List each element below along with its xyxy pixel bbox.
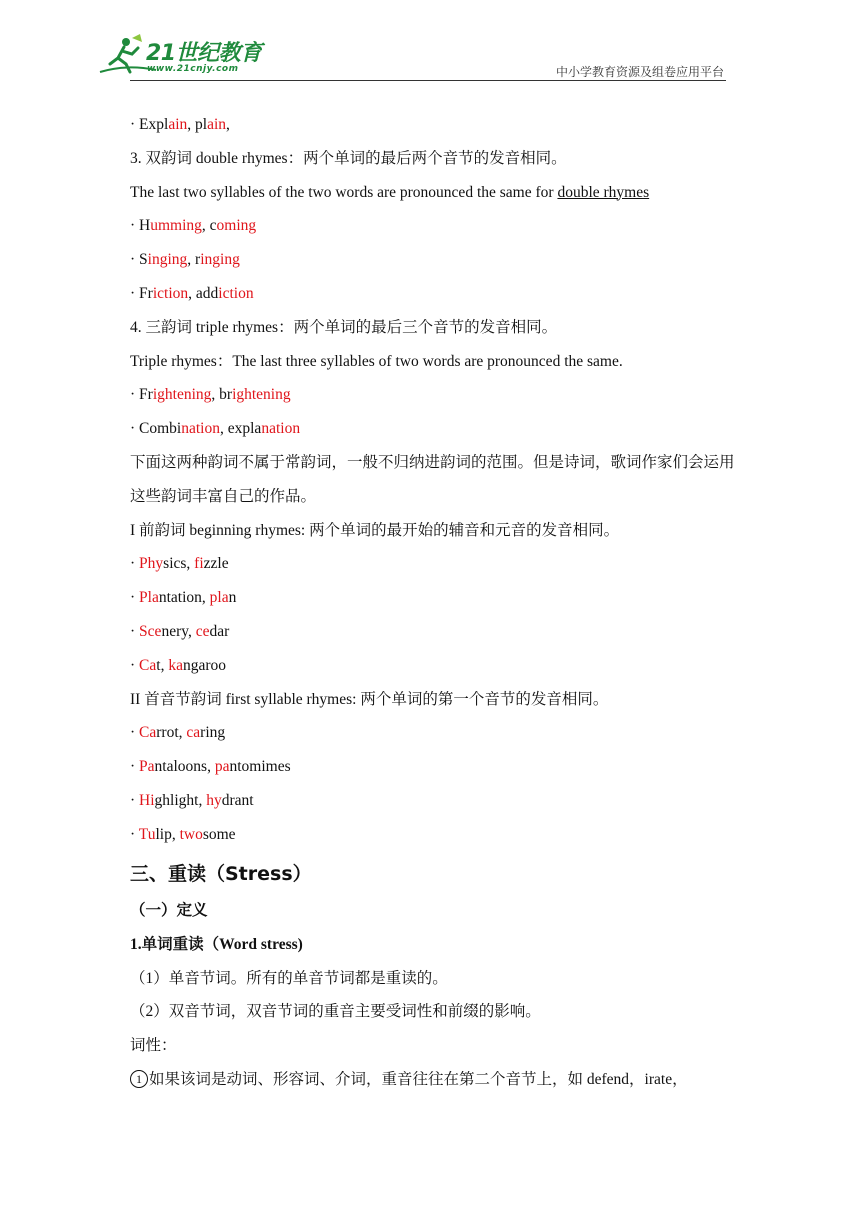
triple-rhymes-definition: Triple rhymes：The last three syllables of two words are pronounced the same. — [130, 352, 623, 370]
example-line: · Tulip, twosome — [130, 825, 236, 843]
paragraph: 1 如果该词是动词、形容词、介词，重音往往在第二个音节上，如 defend，irate， — [130, 1063, 740, 1097]
double-rhymes-heading: 3. 双韵词 double rhymes：两个单词的最后两个音节的发音相同。 — [130, 149, 567, 167]
paragraph: 下面这两种韵词不属于常韵词，一般不归纳进韵词的范围。但是诗词，歌词作家们会运用这些韵词丰富自己的作品。 — [130, 453, 735, 505]
triple-rhymes-heading: 4. 三韵词 triple rhymes：两个单词的最后三个音节的发音相同。 — [130, 318, 558, 336]
example-line: · Plantation, plan — [130, 589, 237, 607]
logo-text: 21世纪教育 — [146, 41, 262, 66]
example-line: · Friction, addiction — [130, 284, 254, 302]
section-heading-stress: 三、重读（Stress） — [130, 862, 312, 885]
paragraph: 词性： — [130, 1037, 177, 1055]
example-line: · Singing, ringing — [130, 251, 240, 269]
example-line: · Cat, kangaroo — [130, 656, 227, 674]
paragraph: （1）单音节词。所有的单音节词都是重读的。 — [130, 969, 448, 987]
example-line: · Carrot, caring — [130, 724, 226, 742]
example-line: · Frightening, brightening — [130, 386, 291, 404]
example-line: · Highlight, hydrant — [130, 791, 254, 809]
beginning-rhymes-heading: I 前韵词 beginning rhymes: 两个单词的最开始的辅音和元音的发音相同。 — [130, 521, 620, 539]
page-header — [0, 0, 860, 90]
example-line: · Humming, coming — [130, 217, 257, 235]
paragraph: （2）双音节词，双音节词的重音主要受词性和前缀的影响。 — [130, 1003, 541, 1021]
first-syllable-rhymes-heading: II 首音节韵词 first syllable rhymes: 两个单词的第一个音节的发音相同。 — [130, 690, 609, 708]
example-line: · Explain, plain, — [130, 116, 230, 133]
subsection-heading-definition: （一）定义 — [130, 901, 208, 919]
word-stress-heading: 1.单词重读（Word stress) — [130, 935, 303, 953]
double-rhymes-definition: The last two syllables of the two words are pronounced the same for double rhymes — [130, 183, 650, 201]
example-line: · Combination, explanation — [130, 420, 301, 438]
header-platform-text: 中小学教育资源及组卷应用平台 — [555, 65, 724, 79]
logo-url: www.21cnjy.com — [147, 64, 239, 74]
header-divider — [130, 80, 726, 81]
document-body — [130, 108, 740, 1097]
example-line: · Physics, fizzle — [130, 555, 229, 573]
example-line: · Pantaloons, pantomimes — [130, 758, 291, 776]
circled-number: 1 — [130, 1070, 148, 1088]
example-line: · Scenery, cedar — [130, 622, 230, 640]
